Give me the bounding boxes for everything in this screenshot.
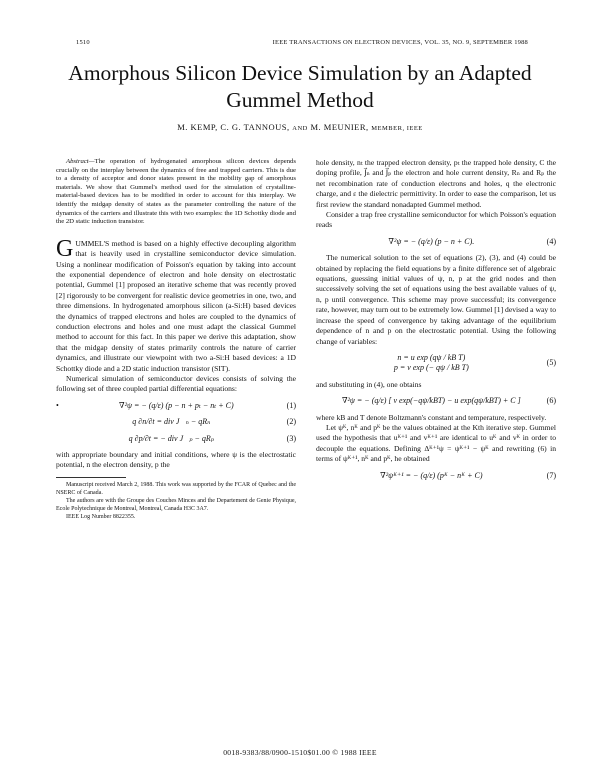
equation-3-body: q ∂p/∂t = − div J⃗ₚ − qRₚ <box>128 433 215 443</box>
right-paragraph-2: Consider a trap free crystalline semiconductor for which Poisson's equation reads <box>316 210 556 230</box>
equation-2-number: (2) <box>286 417 296 427</box>
equation-4-number: (4) <box>546 236 556 246</box>
author-and: AND <box>292 125 308 132</box>
right-paragraph-4: and substituting in (4), one obtains <box>316 379 422 389</box>
intro-text: UMMEL'S method is based on a highly effective decoupling algorithm that is heavily used in crystalline semiconductor device simulation. Using a nonlinear modification of Poisson's equation by taking into account the exponential dependence of electron and hole density on electrostatic potential, Gummel [1] proposed an iterative scheme that was recently proved [2] rigorously to be convergent for realistic device geometries in one, two, and three dimensions. In hydrogenated amorphous silicon (a-Si:H) based devices the dynamics of trapped electrons and holes are coupled to the dynamics of conduction electrons and holes and one must adapt the classical Gummel method to account for this fact. In this paper we derive this adaptation, show that the midgap density of states primarily controls the nature of carrier dynamics, and illustrate our viewpoint with two a-Si:H based devices: a 1D Schottky diode and a 2D static induction transistor (SIT). <box>56 238 296 373</box>
paper-title: Amorphous Silicon Device Simulation by an Adapted Gummel Method <box>68 61 532 112</box>
equation-5-body <box>316 353 547 374</box>
equation-4 <box>316 237 556 247</box>
equation-7 <box>316 471 556 481</box>
equation-6 <box>316 396 556 406</box>
footnote-rule <box>56 477 126 478</box>
right-paragraph-1: hole density, nₜ the trapped electron density, pₜ the trapped hole density, C the doping profile, J⃗ₙ and J⃗ₚ the electron and hole current density, Rₙ and Rₚ the net recombination rate of conduction electrons and holes, q the electronic charge, and ε the dielectric permittivity. In order to ease the comparison, let us first review the standard nonadapted Gummel method. <box>316 158 556 209</box>
right-paragraph-5: where kB and T denote Boltzmann's constant and temperature, respectively. <box>316 412 547 422</box>
intro-paragraph <box>56 235 296 374</box>
author-membership: MEMBER, IEEE <box>371 125 423 132</box>
equation-5a: n = u exp (qψ / kB T) <box>397 352 466 362</box>
right-paragraph-6: Let ψᴷ, nᴷ and pᴷ be the values obtained at the Kth iterative step. Gummel used the hypothesis that uᴷ⁺¹ and vᴷ⁺¹ are identical to uᴷ and vᴷ in order to decouple the equations. Defining Δᴷ⁺¹ψ = ψᴷ⁺¹ − ψᴷ and rewriting (6) in terms of ψᴷ⁺¹, nᴷ and pᴷ, he obtained <box>316 422 556 464</box>
left-column <box>56 158 296 521</box>
abstract <box>56 158 296 227</box>
equation-1-number: (1) <box>286 400 296 410</box>
equation-5-number: (5) <box>546 358 556 368</box>
equation-6-body: ∇²ψ = − (q/ε) [ v exp(−qψ/kBT) − u exp(qψ/kBT) + C ] <box>341 396 521 406</box>
equation-4-body: ∇²ψ = − (q/ε) (p − n + C). <box>388 236 475 246</box>
numerical-paragraph: Numerical simulation of semiconductor devices consists of solving the following set of three coupled partial differential equations: <box>56 374 296 394</box>
page-number: 1510 <box>76 39 90 46</box>
equation-2 <box>56 417 296 427</box>
author-last: M. MEUNIER, <box>310 122 369 132</box>
right-column <box>316 158 556 487</box>
abstract-label: Abstract— <box>66 158 95 165</box>
after-equation-text: with appropriate boundary and initial conditions, where ψ is the electrostatic potential, n the electron density, p the <box>56 450 296 470</box>
right-paragraph-3: The numerical solution to the set of equations (2), (3), and (4) could be obtained by replacing the field equations by a finite difference set of algebraic equations, guessing initial values of ψ, n, p at the grid nodes and then successively solving the set of equations using the best available values of ψ, n, p until convergence. This scheme may prove successful; its convergence rate, however, may turn out to be extremely low. Gummel [1] devised a way to increase the speed of convergence by taking advantage of the equilibrium dependence of n and p on the electrostatic potential. Using the following change of variables: <box>316 253 556 346</box>
equation-2-body: q ∂n/∂t = div J⃗ₙ − qRₙ <box>132 417 211 427</box>
abstract-text: The operation of hydrogenated amorphous silicon devices depends crucially on the interplay between the dynamics of free and trapped carriers. This is due to a density of acceptor and donor states present in the mobility gap of amorphous materials. We show that Gummel's method used for the simulation of crystalline-material-based devices has to be modified in order to account for this interplay. We identify the midgap density of states as the parameter controlling the nature of the dynamics of the carriers and illustrate this with two examples: the 1D Schottky diode and the 2D static induction transistor. <box>56 158 296 226</box>
author-line <box>60 122 540 132</box>
footnote-affiliation: The authors are with the Groupe des Couches Minces and the Departement de Genie Physique, Ecole Polytechnique de Montreal, Montreal, Canada H3C 3A7. <box>56 497 296 512</box>
equation-5b: p = v exp (− qψ / kB T) <box>393 363 469 373</box>
equation-1-body: ∇²ψ = − (q/ε) (p − n + pₜ − nₜ + C) <box>119 400 234 410</box>
bullet-mark: • <box>56 400 59 410</box>
equation-3-number: (3) <box>286 433 296 443</box>
equation-6-number: (6) <box>546 396 556 406</box>
equation-3 <box>56 434 296 444</box>
equation-7-number: (7) <box>546 470 556 480</box>
footnote-manuscript: Manuscript received March 2, 1988. This work was supported by the FCAR of Quebec and the NSERC of Canada. <box>56 481 296 496</box>
author-names: M. KEMP, C. G. TANNOUS, <box>177 122 290 132</box>
journal-header: IEEE TRANSACTIONS ON ELECTRON DEVICES, VOL. 35, NO. 9, SEPTEMBER 1988 <box>272 39 528 46</box>
equation-5 <box>316 353 556 374</box>
copyright-footer: 0018-9383/88/0900-1510$01.00 © 1988 IEEE <box>223 748 377 757</box>
footnote-log-number: IEEE Log Number 8822355. <box>66 513 136 520</box>
equation-1 <box>56 401 296 411</box>
drop-cap: G <box>56 235 74 262</box>
equation-7-body: ∇²ψᴷ⁺¹ = − (q/ε) (pᴷ − nᴷ + C) <box>380 470 483 480</box>
